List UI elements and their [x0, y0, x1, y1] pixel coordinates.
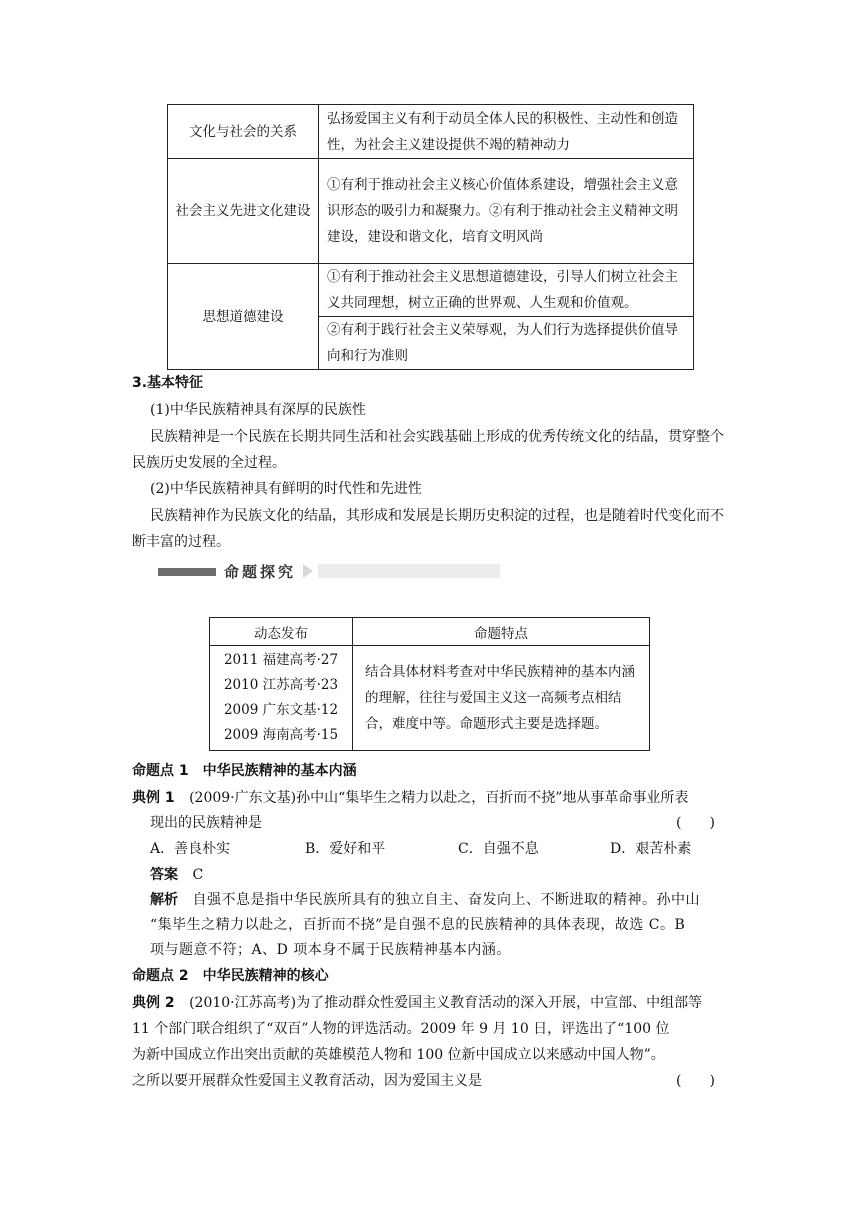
example-stem-line: (2010·江苏高考)为了推动群众性爱国主义教育活动的深入开展，中宣部、中组部等	[189, 995, 703, 1011]
row-cell: 弘扬爱国主义有利于动员全体人民的积极性、主动性和创造性，为社会主义建设提供不竭的精神动力	[319, 105, 694, 159]
dates-cell	[210, 646, 353, 751]
example-stem-line: 11 个部门联合组织了“双百”人物的评选活动。2009 年 9 月 10 日，评选出了“100 位	[132, 1021, 670, 1037]
date-entry: 2009 广东文基·12	[223, 702, 339, 718]
example-stem-line: 之所以要开展群众性爱国主义教育活动，因为爱国主义是	[132, 1073, 482, 1089]
section-banner	[158, 562, 500, 580]
options-row	[150, 836, 740, 862]
answer-paren: ( )	[676, 1073, 715, 1089]
date-entry: 2009 海南高考·15	[223, 727, 339, 743]
answer-paren: ( )	[676, 815, 715, 831]
section-heading: 3.基本特征	[132, 375, 204, 391]
answer-line	[150, 862, 203, 888]
row-cell: ②有利于践行社会主义荣辱观，为人们行为选择提供价值导向和行为准则	[319, 317, 694, 370]
option-c: C．自强不息	[458, 841, 539, 857]
example-stem-line: (2009·广东文基)孙中山“集毕生之精力以赴之，百折而不挠”地从事革命事业所表	[189, 790, 689, 806]
example-label: 典例 1	[132, 790, 175, 806]
point-heading: 命题点 1 中华民族精神的基本内涵	[132, 763, 357, 779]
example-stem-line: 现出的民族精神是	[150, 815, 262, 831]
answer-value: C	[192, 867, 204, 883]
table-row	[168, 159, 694, 264]
row-label: 文化与社会的关系	[168, 105, 319, 159]
row-cell: ①有利于推动社会主义核心价值体系建设，增强社会主义意识形态的吸引力和凝聚力。②有利于推动社会主义精神文明建设，建设和谐文化，培育文明风尚	[319, 159, 694, 264]
exam-table	[209, 617, 650, 751]
analysis-text: “集毕生之精力以赴之，百折而不挠”是自强不息的民族精神的具体表现，故选 C。B	[150, 917, 686, 933]
paragraph-body: 民族精神作为民族文化的结晶，其形成和发展是长期历史积淀的过程，也是随着时代变化而不断丰富的过程。	[132, 508, 724, 550]
table-row	[168, 105, 694, 159]
example-stem	[132, 990, 737, 1016]
analysis-line	[150, 887, 740, 913]
feature-cell: 结合具体材料考查对中华民族精神的基本内涵的理解，往往与爱国主义这一高频考点相结合，难度中等。命题形式主要是选择题。	[353, 646, 650, 751]
option-d: D．艰苦朴素	[610, 841, 692, 857]
banner-bar-right	[318, 564, 500, 578]
point-heading: 命题点 2 中华民族精神的核心	[132, 968, 329, 984]
paragraph-title: (1)中华民族精神具有深厚的民族性	[150, 402, 366, 418]
analysis-label: 解析	[150, 892, 178, 908]
banner-label: 命题探究	[224, 563, 297, 581]
example-stem-line: 为新中国成立作出突出贡献的英雄模范人物和 100 位新中国成立以来感动中国人物”。	[132, 1047, 665, 1063]
option-a: A．善良朴实	[150, 841, 231, 857]
policy-table	[167, 104, 694, 370]
answer-label: 答案	[150, 867, 178, 883]
banner-arrow-icon	[303, 564, 313, 578]
example-stem	[132, 785, 732, 811]
paragraph-title: (2)中华民族精神具有鲜明的时代性和先进性	[150, 481, 422, 497]
paragraph-body: 民族精神是一个民族在长期共同生活和社会实践基础上形成的优秀传统文化的结晶，贯穿整个民族历史发展的全过程。	[132, 429, 724, 471]
column-header: 动态发布	[210, 618, 353, 646]
table-header-row	[210, 618, 650, 646]
example-label: 典例 2	[132, 995, 175, 1011]
banner-bar-left	[158, 568, 216, 576]
table-row	[168, 264, 694, 317]
table-row	[210, 646, 650, 751]
analysis-text: 项与题意不符；A、D 项本身不属于民族精神基本内涵。	[150, 942, 511, 958]
analysis-text: 自强不息是指中华民族所具有的独立自主、奋发向上、不断进取的精神。孙中山	[192, 892, 700, 908]
option-b: B．爱好和平	[305, 841, 386, 857]
row-label: 思想道德建设	[168, 264, 319, 370]
column-header: 命题特点	[353, 618, 650, 646]
date-entry: 2010 江苏高考·23	[223, 677, 339, 693]
row-label: 社会主义先进文化建设	[168, 159, 319, 264]
row-cell: ①有利于推动社会主义思想道德建设，引导人们树立社会主义共同理想，树立正确的世界观、人生观和价值观。	[319, 264, 694, 317]
date-entry: 2011 福建高考·27	[223, 652, 339, 668]
